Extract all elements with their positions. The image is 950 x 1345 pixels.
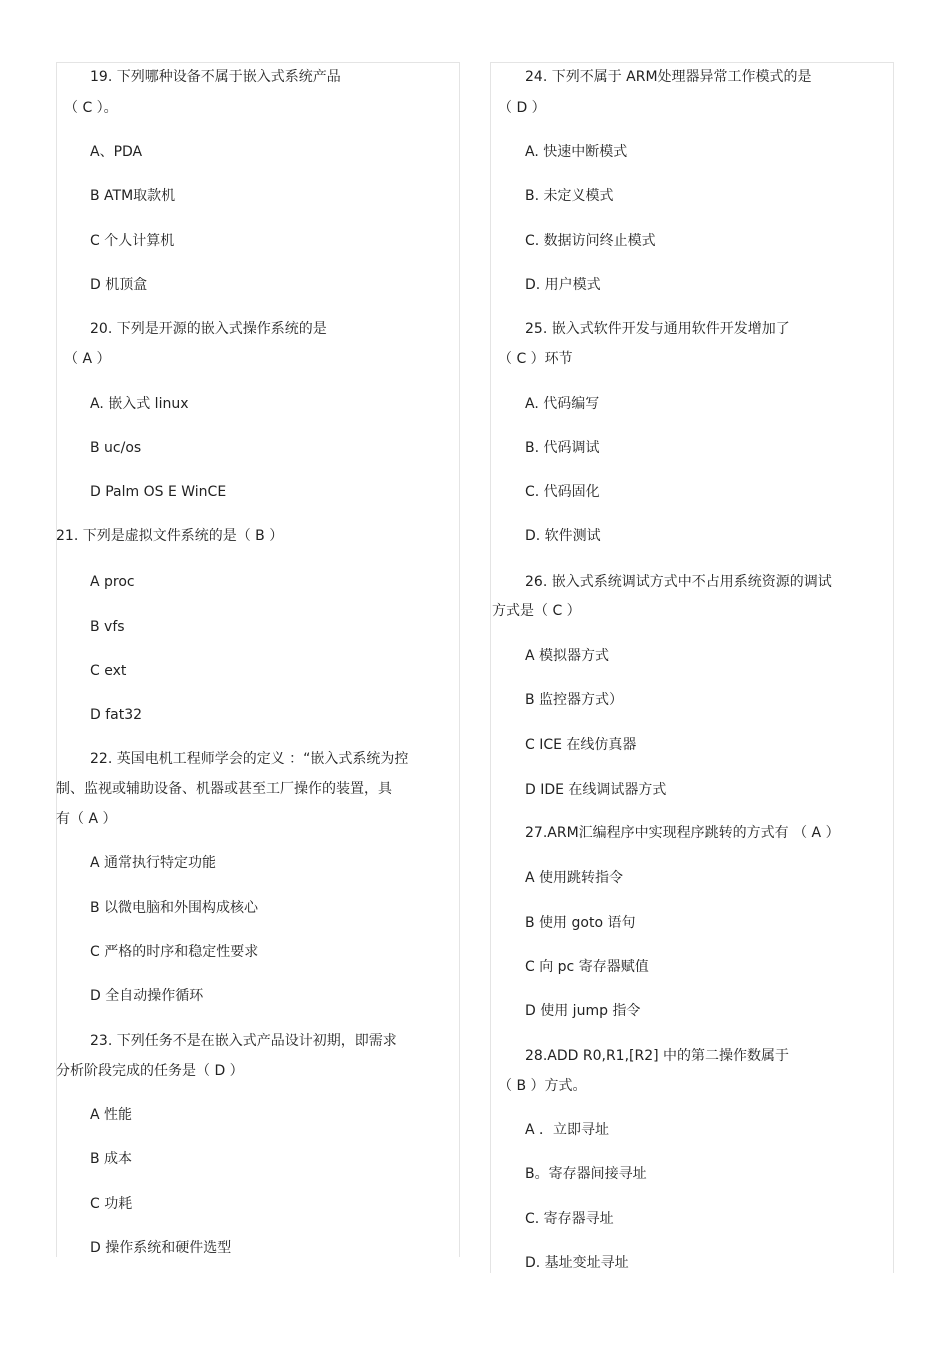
question-22-option-d: D 全自动操作循环 — [90, 988, 204, 1004]
question-27-option-b: B 使用 goto 语句 — [525, 915, 636, 931]
question-28-option-b: B。寄存器间接寻址 — [525, 1166, 647, 1182]
question-23-stem-line1: 23. 下列任务不是在嵌入式产品设计初期，即需求 — [90, 1033, 397, 1049]
question-23-option-c: C 功耗 — [90, 1196, 133, 1212]
question-27-option-d: D 使用 jump 指令 — [525, 1003, 641, 1019]
question-22-option-a: A 通常执行特定功能 — [90, 855, 217, 871]
question-20-option-a: A. 嵌入式 linux — [90, 396, 189, 412]
question-23-stem-line2: 分析阶段完成的任务是（ D ） — [56, 1063, 244, 1079]
question-26-option-a: A 模拟器方式 — [525, 648, 610, 664]
question-26-stem-line2: 方式是（ C ） — [492, 603, 581, 619]
question-26-option-d: D IDE 在线调试器方式 — [525, 782, 667, 798]
question-25-answer: （ C ）环节 — [498, 351, 573, 367]
question-19-option-c: C 个人计算机 — [90, 233, 175, 249]
question-23-option-d: D 操作系统和硬件选型 — [90, 1240, 232, 1256]
question-22-stem-line1: 22. 英国电机工程师学会的定义 ：“嵌入式系统为控 — [90, 751, 409, 767]
question-27-option-c: C 向 pc 寄存器赋值 — [525, 959, 649, 975]
question-28-stem: 28.ADD R0,R1,[R2] 中的第二操作数属于 — [525, 1048, 790, 1064]
question-24-option-d: D. 用户模式 — [525, 277, 601, 293]
question-26-stem-line1: 26. 嵌入式系统调试方式中不占用系统资源的调试 — [525, 574, 832, 590]
question-26-option-c: C ICE 在线仿真器 — [525, 737, 637, 753]
question-24-option-a: A. 快速中断模式 — [525, 144, 628, 160]
question-28-answer: （ B ）方式。 — [498, 1078, 587, 1094]
question-19-option-b: B ATM取款机 — [90, 188, 176, 204]
question-25-option-a: A. 代码编写 — [525, 396, 600, 412]
question-24-stem: 24. 下列不属于 ARM处理器异常工作模式的是 — [525, 69, 812, 85]
question-21-stem: 21. 下列是虚拟文件系统的是（ B ） — [56, 528, 284, 544]
question-19-stem: 19. 下列哪种设备不属于嵌入式系统产品 — [90, 69, 341, 85]
question-20-option-b: B uc/os — [90, 440, 142, 456]
question-27-option-a: A 使用跳转指令 — [525, 870, 624, 886]
question-22-stem-line2: 制、监视或辅助设备、机器或甚至工厂操作的装置，具 — [56, 781, 392, 797]
question-23-option-b: B 成本 — [90, 1151, 133, 1167]
question-19-option-d: D 机顶盒 — [90, 277, 148, 293]
question-25-option-c: C. 代码固化 — [525, 484, 600, 500]
question-21-option-a: A proc — [90, 574, 135, 590]
question-20-answer: （ A ） — [64, 351, 111, 367]
question-20-option-d-e: D Palm OS E WinCE — [90, 484, 227, 500]
question-22-option-b: B 以微电脑和外围构成核心 — [90, 900, 259, 916]
question-27-stem: 27.ARM汇编程序中实现程序跳转的方式有 （ A ） — [525, 825, 840, 841]
question-28-option-c: C. 寄存器寻址 — [525, 1211, 614, 1227]
question-28-option-a: A ．立即寻址 — [525, 1122, 610, 1138]
question-19-option-a: A、PDA — [90, 144, 143, 160]
question-21-option-c: C ext — [90, 663, 127, 679]
question-25-option-b: B. 代码调试 — [525, 440, 600, 456]
question-25-stem: 25. 嵌入式软件开发与通用软件开发增加了 — [525, 321, 790, 337]
question-26-option-b: B 监控器方式） — [525, 692, 624, 708]
question-20-stem: 20. 下列是开源的嵌入式操作系统的是 — [90, 321, 327, 337]
question-24-option-c: C. 数据访问终止模式 — [525, 233, 656, 249]
question-24-answer: （ D ） — [498, 100, 546, 116]
question-19-answer: （ C ）。 — [64, 100, 118, 116]
question-25-option-d: D. 软件测试 — [525, 528, 601, 544]
question-28-option-d: D. 基址变址寻址 — [525, 1255, 629, 1271]
question-24-option-b: B. 未定义模式 — [525, 188, 614, 204]
question-22-option-c: C 严格的时序和稳定性要求 — [90, 944, 259, 960]
question-21-option-d: D fat32 — [90, 707, 143, 723]
question-23-option-a: A 性能 — [90, 1107, 133, 1123]
question-21-option-b: B vfs — [90, 619, 125, 635]
question-22-stem-line3: 有（ A ） — [56, 811, 117, 827]
